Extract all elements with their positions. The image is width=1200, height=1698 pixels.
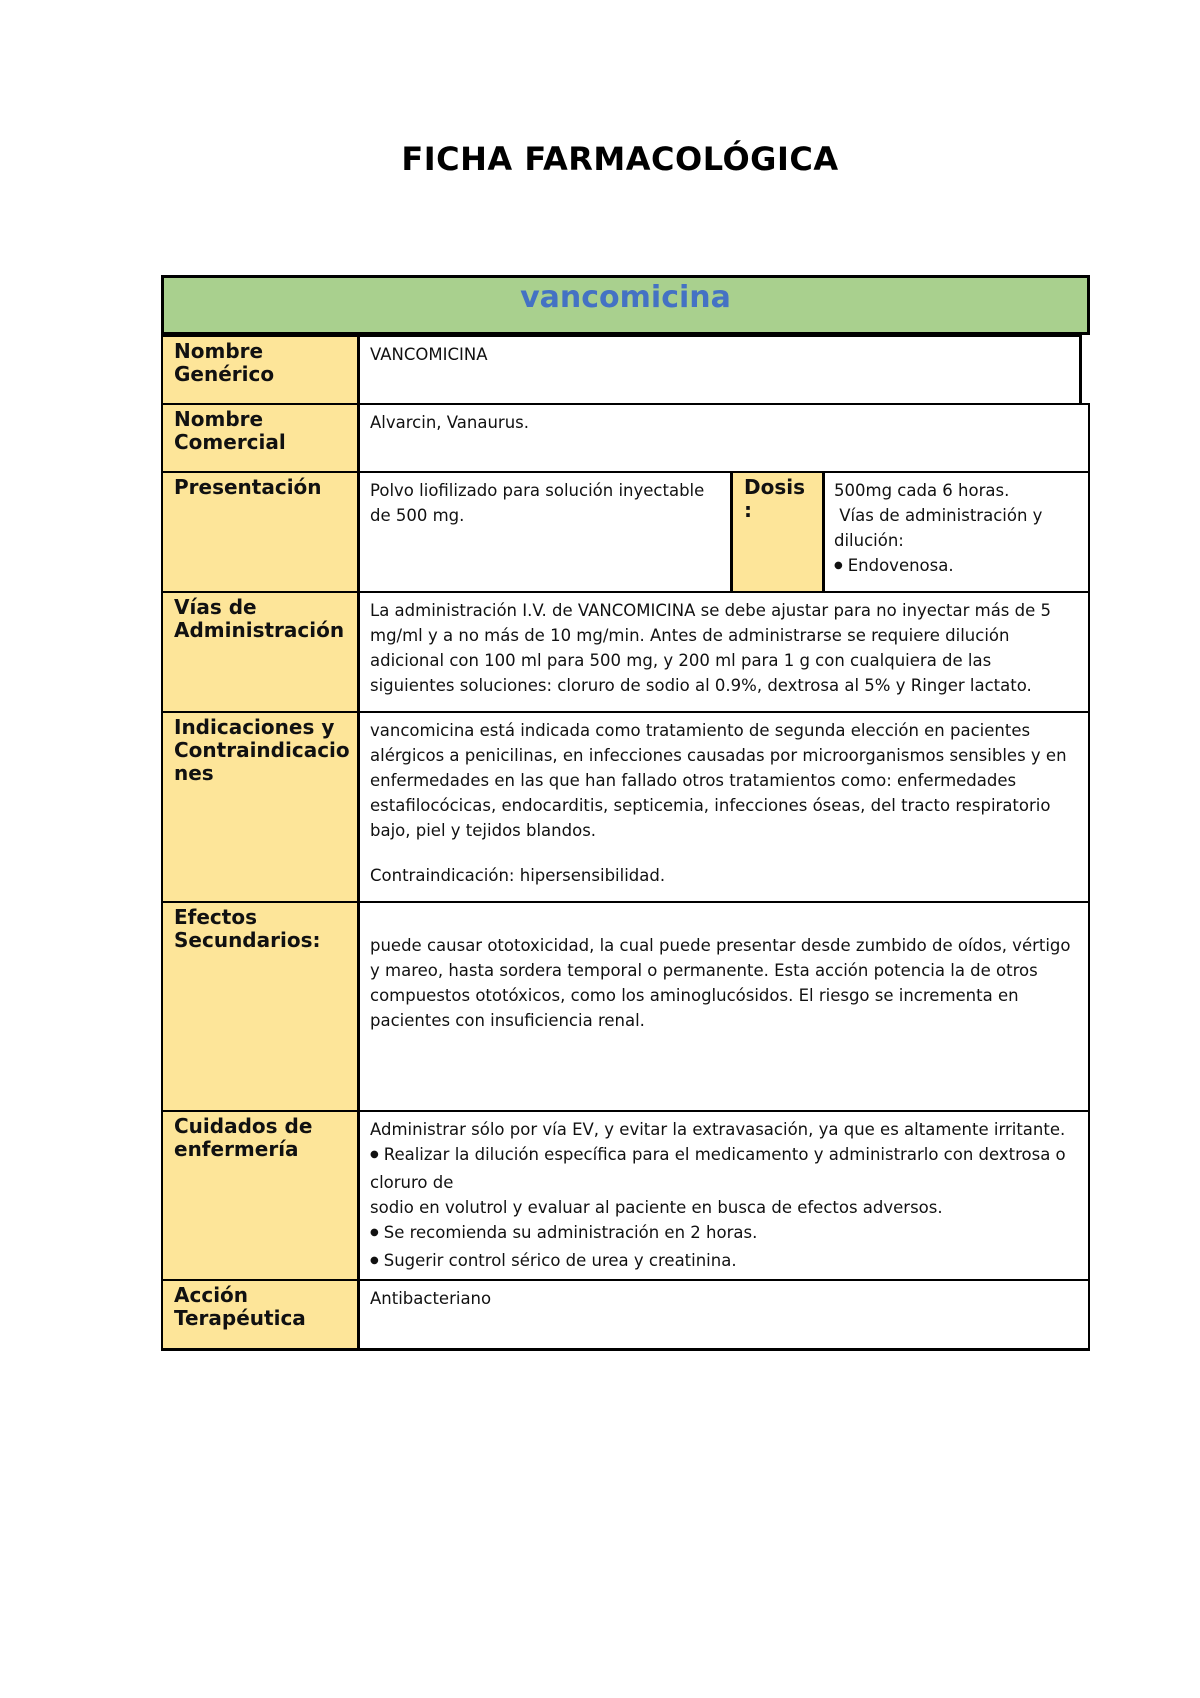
value-cuidados [360,1110,1090,1279]
page-title: FICHA FARMACOLÓGICA [401,140,839,178]
label-cuidados: Cuidados de enfermería [161,1110,360,1279]
indicaciones-text: vancomicina está indicada como tratamiento de segunda elección en pacientes alérgicos a penicilinas, en infecciones causadas por microorganismos sensibles y en enfermedades en las que han fallado otros tratamientos como: enfermedades estafilocócicas, endocarditis, septicemia, infecciones óseas, del tracto respiratorio bajo, piel y tejidos blandos. [370,721,1067,840]
cuidados-bullet-dilucion: ● Realizar la dilución específica para el medicamento y administrarlo con dextrosa o cloruro de [370,1142,1078,1195]
value-indicaciones [360,711,1090,901]
cuidados-bullet-control: ● Sugerir control sérico de urea y creatinina. [370,1248,1078,1276]
cuidados-bullet-dilucion-cont: sodio en volutrol y evaluar al paciente en busca de efectos adversos. [370,1198,943,1217]
value-accion: Antibacteriano [360,1279,1090,1351]
cuidados-intro: Administrar sólo por vía EV, y evitar la extravasación, ya que es altamente irritante. [370,1120,1066,1139]
value-vias: La administración I.V. de VANCOMICINA se debe ajustar para no inyectar más de 5 mg/ml y a no más de 10 mg/min. Antes de administrarse se requiere dilución adicional con 100 ml para 500 mg, y 200 ml para 1 g con cualquiera de las siguientes soluciones: cloruro de sodio al 0.9%, dextrosa al 5% y Ringer lactato. [360,591,1090,711]
value-efectos [360,901,1090,1110]
drug-name-header [161,275,1090,335]
label-nombre-generico: Nombre Genérico [161,335,360,403]
drug-name: vancomicina [520,280,731,315]
dosis-endovenosa: ● Endovenosa. [834,553,1078,581]
label-presentacion: Presentación [161,471,360,591]
dosis-amount: 500mg cada 6 horas. [834,481,1010,500]
efectos-text: puede causar ototoxicidad, la cual puede presentar desde zumbido de oídos, vértigo y mareo, hasta sordera temporal o permanente. Esta acción potencia la de otros compuestos ototóxicos, como los aminoglucósidos. El riesgo se incrementa en pacientes con insuficiencia renal. [370,936,1071,1030]
label-nombre-comercial: Nombre Comercial [161,403,360,471]
dosis-vias: Vías de administración y dilución: [834,506,1048,550]
label-indicaciones: Indicaciones y Contraindicaciones [161,711,360,901]
value-nombre-generico: VANCOMICINA [360,335,1082,403]
label-vias: Vías de Administración [161,591,360,711]
label-dosis: Dosis : [733,471,825,591]
label-accion: Acción Terapéutica [161,1279,360,1351]
value-nombre-comercial: Alvarcin, Vanaurus. [360,403,1090,471]
label-efectos: Efectos Secundarios: [161,901,360,1110]
drug-fact-table [161,275,1090,1351]
contraindicacion-text: Contraindicación: hipersensibilidad. [370,866,666,885]
cuidados-bullet-tiempo: ● Se recomienda su administración en 2 horas. [370,1220,1078,1248]
value-presentacion: Polvo liofilizado para solución inyectable de 500 mg. [360,471,733,591]
value-dosis [825,471,1090,591]
